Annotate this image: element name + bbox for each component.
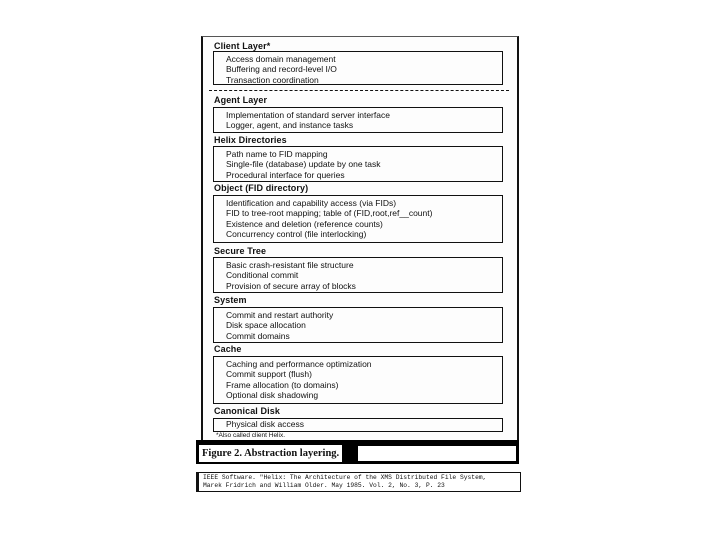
layer-item: Identification and capability access (via FIDs) — [226, 198, 397, 208]
caption-blank — [358, 446, 516, 461]
figure-caption: Figure 2. Abstraction layering. — [199, 445, 342, 462]
object-fid-directory-box — [213, 195, 503, 243]
cache-box — [213, 356, 503, 404]
layer-item: Conditional commit — [226, 270, 299, 281]
layer-item: Frame allocation (to domains) — [226, 379, 339, 390]
layer-item: Basic crash-resistant file structure — [226, 260, 354, 270]
layer-item: Commit and restart authority — [226, 310, 334, 320]
layer-item: Provision of secure array of blocks — [226, 280, 356, 291]
layer-item: Caching and performance optimization — [226, 359, 372, 369]
layer-item: Single-file (database) update by one task — [226, 159, 381, 170]
cache-title: Cache — [214, 344, 242, 354]
helix-directories-box — [213, 146, 503, 182]
abstraction-layering-figure — [201, 36, 519, 440]
system-box — [213, 307, 503, 343]
source-citation — [196, 472, 521, 492]
source-line-1: IEEE Software. "Helix: The Architecture of the XMS Distributed File System, — [203, 474, 487, 481]
helix-directories-title: Helix Directories — [214, 135, 287, 145]
client-layer-title: Client Layer* — [214, 41, 271, 51]
layer-item: Existence and deletion (reference counts) — [226, 218, 383, 229]
layer-item: Path name to FID mapping — [226, 149, 328, 159]
layer-item: Implementation of standard server interface — [226, 110, 390, 120]
canonical-disk-title: Canonical Disk — [214, 406, 280, 416]
layer-item: Logger, agent, and instance tasks — [226, 120, 354, 131]
layer-item: Procedural interface for queries — [226, 169, 345, 180]
layer-item: Transaction coordination — [226, 74, 319, 85]
source-line-2: Marek Fridrich and William Older. May 1985. Vol. 2, No. 3, P. 23 — [203, 482, 445, 489]
layer-item: Commit domains — [226, 330, 290, 341]
layer-item: Optional disk shadowing — [226, 389, 319, 400]
secure-tree-title: Secure Tree — [214, 246, 267, 256]
layer-item: Disk space allocation — [226, 320, 306, 331]
object-fid-directory-title: Object (FID directory) — [214, 183, 309, 193]
footnote: *Also called client Helix. — [216, 432, 286, 439]
dashed-divider — [209, 90, 509, 91]
system-title: System — [214, 295, 247, 305]
canonical-disk-box — [213, 418, 503, 432]
layer-item: Physical disk access — [226, 419, 304, 429]
agent-layer-box — [213, 107, 503, 133]
layer-item: Access domain management — [226, 54, 336, 64]
layer-item: Commit support (flush) — [226, 369, 312, 380]
layer-item: Buffering and record-level I/O — [226, 64, 337, 75]
layer-item: Concurrency control (file interlocking) — [226, 228, 367, 239]
client-layer-box — [213, 51, 503, 85]
layer-item: FID to tree-root mapping; table of (FID,root,ref__count) — [226, 208, 433, 219]
agent-layer-title: Agent Layer — [214, 95, 268, 105]
secure-tree-box — [213, 257, 503, 293]
